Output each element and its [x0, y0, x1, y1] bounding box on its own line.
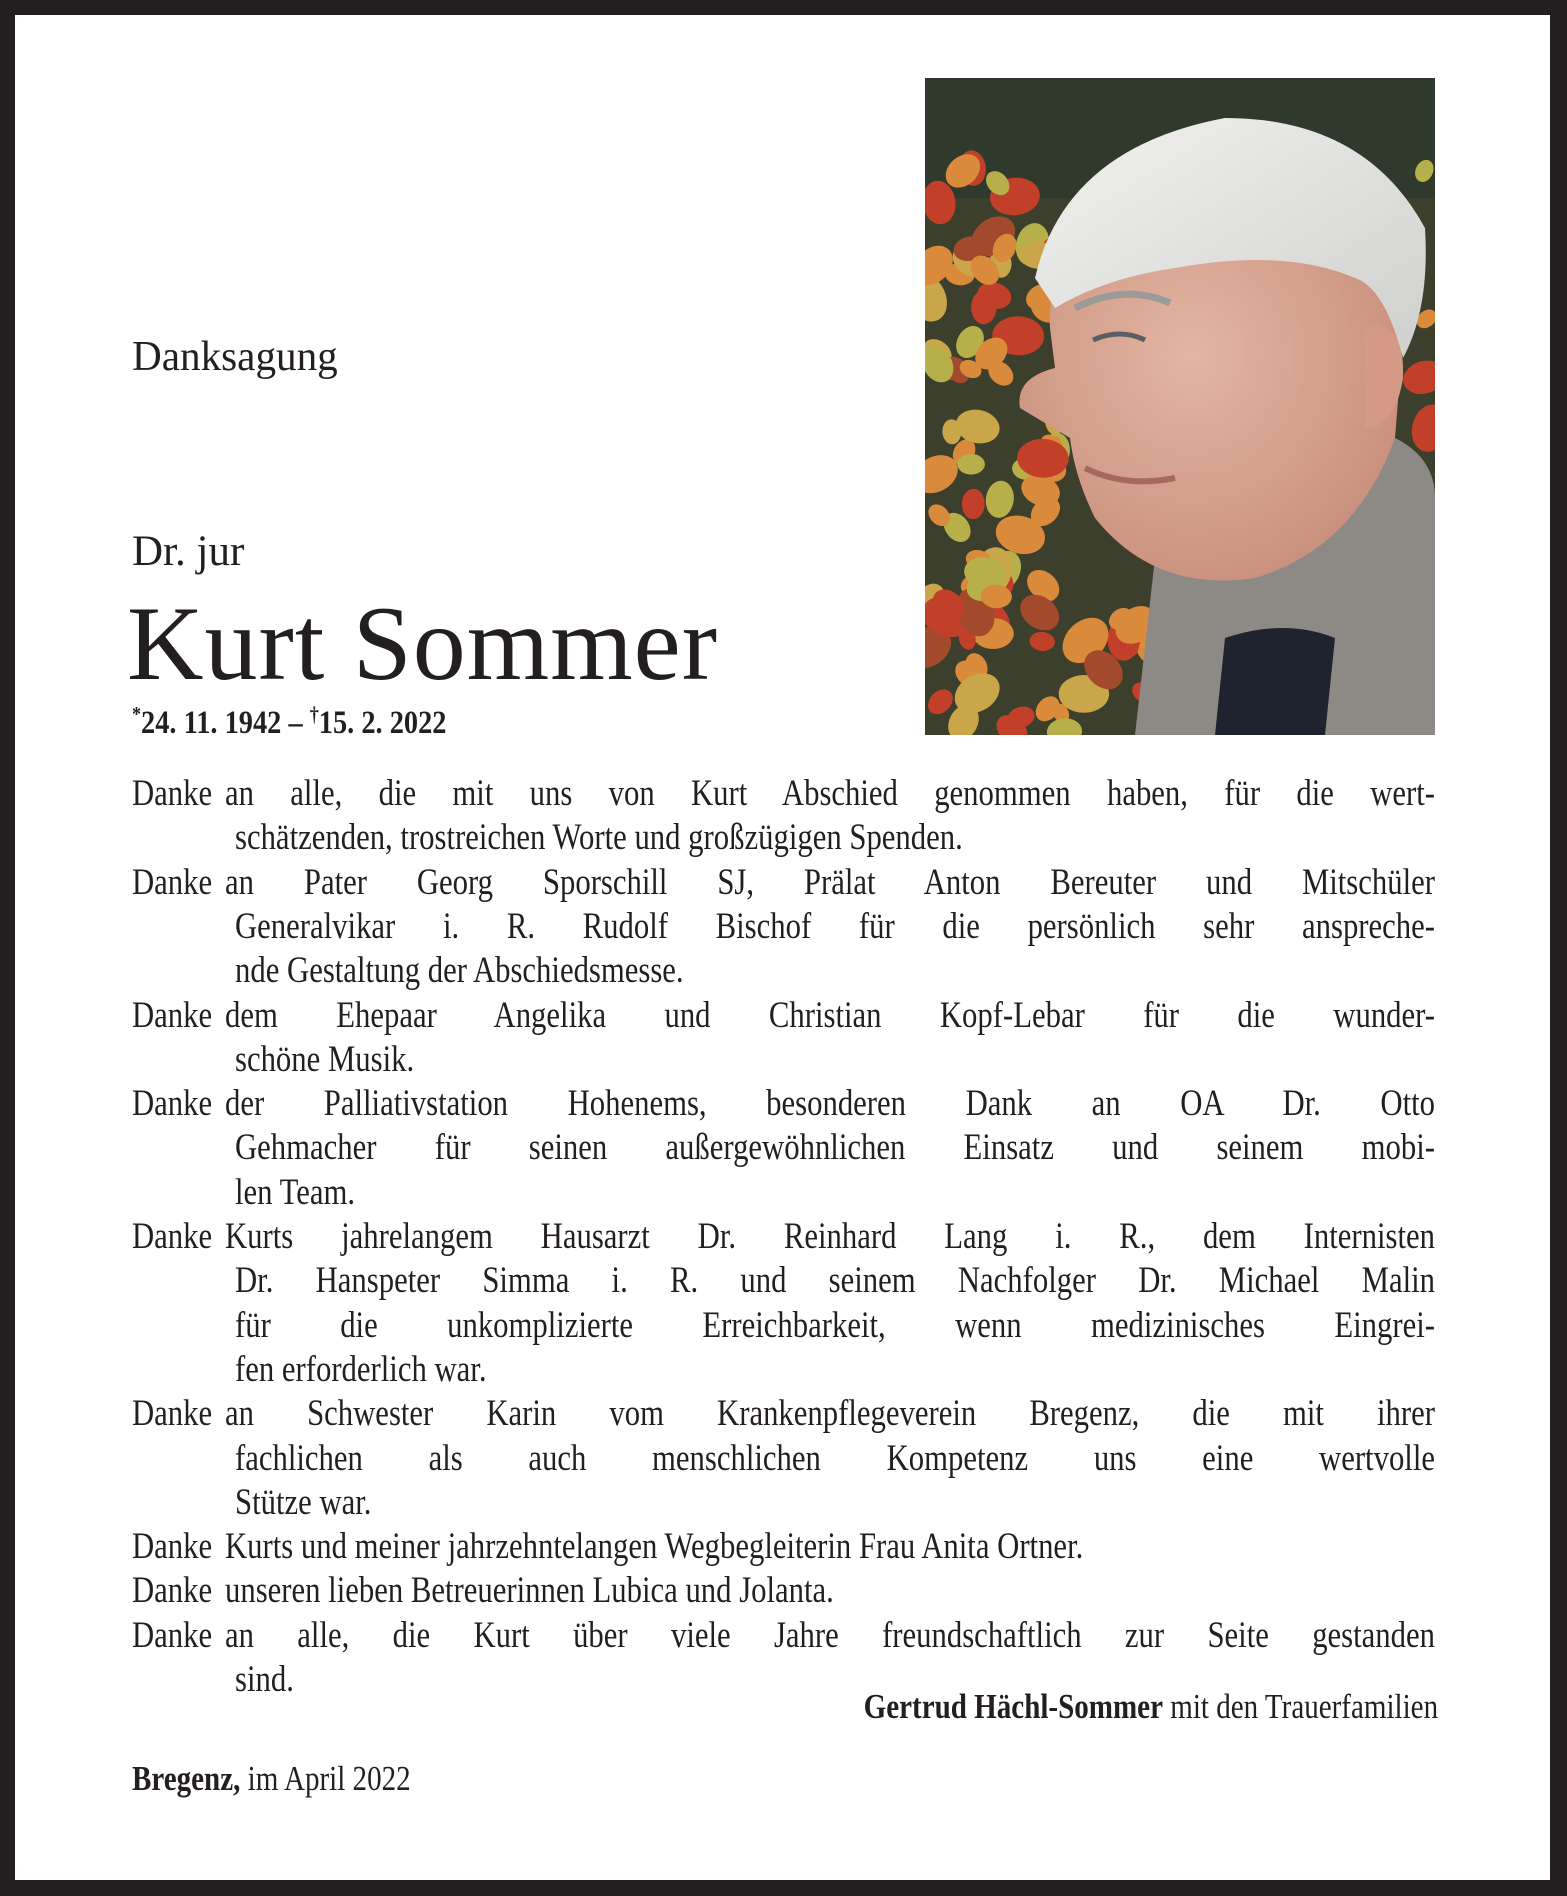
thanks-lead: Danke — [132, 861, 213, 903]
date-separator: – — [281, 705, 310, 741]
thanks-line: fachlichen als auch menschlichen Kompetenz uns eine wertvolle — [235, 1437, 1435, 1479]
thanks-line: schöne Musik. — [235, 1038, 415, 1080]
thanks-lead: Danke — [132, 773, 213, 814]
thanks-line: an Pater Georg Sporschill SJ, Prälat Anton Bereuter und Mitschüler — [225, 861, 1435, 903]
thanks-line: unseren lieben Betreuerinnen Lubica und Jolanta. — [225, 1570, 834, 1612]
signatory-suffix: mit den Trauerfamilien — [1162, 1687, 1438, 1726]
birth-date: 24. 11. 1942 — [141, 705, 282, 741]
thanks-line: fen erforderlich war. — [235, 1348, 487, 1390]
life-dates — [132, 702, 446, 742]
thanks-line: len Team. — [235, 1171, 356, 1213]
portrait-photo — [925, 78, 1435, 735]
thanks-line: Gehmacher für seinen außergewöhnlichen Einsatz und seinem mobi- — [235, 1127, 1435, 1169]
thanks-line: an Schwester Karin vom Krankenpflegeverein Bregenz, die mit ihrer — [225, 1393, 1435, 1435]
thanks-line: Kurts und meiner jahrzehntelangen Wegbegleiterin Frau Anita Ortner. — [225, 1526, 1084, 1568]
date: im April 2022 — [240, 1759, 411, 1798]
obituary-page — [15, 15, 1550, 1880]
thanks-line: sind. — [235, 1659, 294, 1700]
death-date: 15. 2. 2022 — [318, 705, 447, 741]
shirt — [1215, 628, 1335, 735]
thanks-line: für die unkomplizierte Erreichbarkeit, wenn medizinisches Eingrei- — [235, 1304, 1435, 1346]
thanks-lead: Danke — [132, 1083, 213, 1125]
signatory-name: Gertrud Hächl-Sommer — [863, 1687, 1163, 1726]
thanks-line: an alle, die mit uns von Kurt Abschied genommen haben, für die wert- — [225, 773, 1435, 814]
thanks-lead: Danke — [132, 1614, 213, 1656]
thanks-line: dem Ehepaar Angelika und Christian Kopf-Lebar für die wunder- — [225, 994, 1435, 1036]
thanks-line: Dr. Hanspeter Simma i. R. und seinem Nachfolger Dr. Michael Malin — [235, 1260, 1435, 1302]
signature — [864, 1687, 1438, 1727]
thanks-line: schätzenden, trostreichen Worte und großzügigen Spenden. — [235, 817, 963, 859]
thanks-lead: Danke — [132, 1526, 213, 1568]
thanks-line: Kurts jahrelangem Hausarzt Dr. Reinhard Lang i. R., dem Internisten — [225, 1216, 1435, 1257]
portrait-image — [925, 78, 1435, 735]
thanks-line: an alle, die Kurt über viele Jahre freundschaftlich zur Seite gestanden — [225, 1614, 1435, 1656]
place: Bregenz, — [132, 1759, 241, 1798]
thanks-line: Generalvikar i. R. Rudolf Bischof für die persönlich sehr anspreche- — [235, 905, 1435, 947]
thanks-lead: Danke — [132, 994, 213, 1036]
thanks-line: nde Gestaltung der Abschiedsmesse. — [235, 950, 684, 992]
place-date — [132, 1759, 411, 1799]
heading: Danksagung — [132, 334, 338, 380]
thanks-line: der Palliativstation Hohenems, besonderen Dank an OA Dr. Otto — [225, 1083, 1435, 1125]
birth-symbol: * — [132, 702, 142, 726]
leaf — [957, 454, 985, 475]
thanks-lead: Danke — [132, 1216, 213, 1257]
thanks-lead: Danke — [132, 1393, 213, 1435]
academic-title: Dr. jur — [132, 528, 245, 575]
deceased-name: Kurt Sommer — [127, 585, 718, 702]
thanks-line: Stütze war. — [235, 1481, 372, 1523]
death-symbol: † — [309, 702, 319, 726]
thanks-lead: Danke — [132, 1570, 213, 1612]
